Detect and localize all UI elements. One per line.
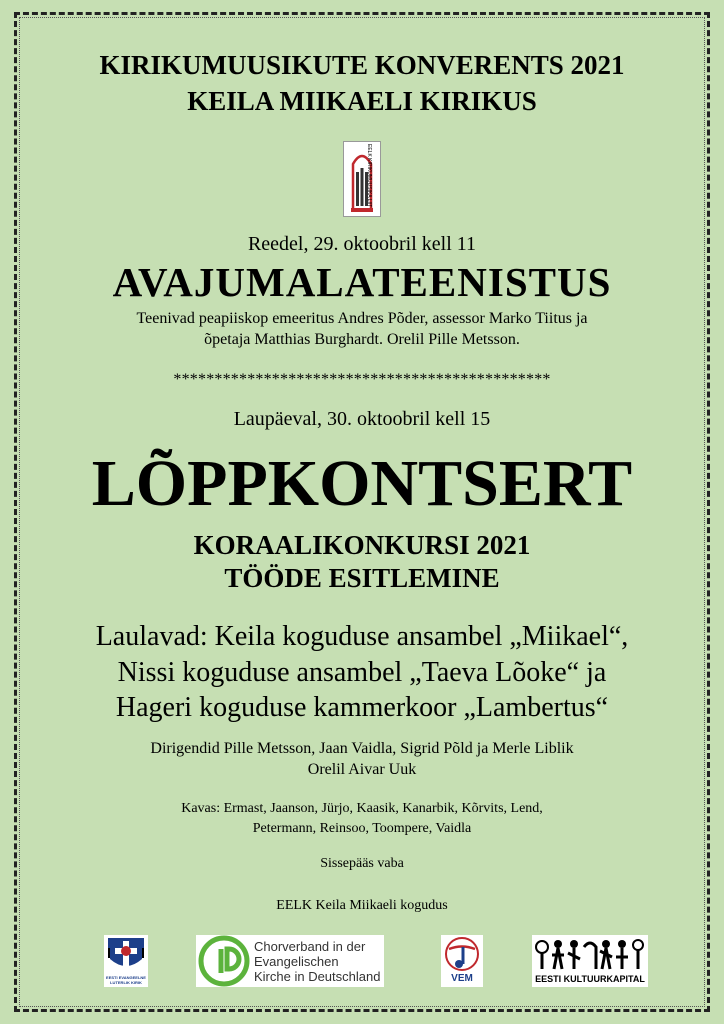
vem-logo xyxy=(441,935,483,987)
singers-line3: Hageri koguduse kammerkoor „Lambertus“ xyxy=(115,692,609,723)
conference-title: KIRIKUMUUSIKUTE KONVERENTS 2021 xyxy=(99,50,625,80)
conductors: Dirigendid Pille Metsson, Jaan Vaidla, Sigrid Põld ja Merle Liblik xyxy=(150,740,574,757)
chorverband-line3: Kirche in Deutschland xyxy=(254,969,381,984)
chorverband-line2: Evangelischen xyxy=(254,954,339,969)
organ-pipes-icon xyxy=(344,142,380,216)
cd-logo-icon xyxy=(198,935,250,987)
emblem-text: EELK KIRIKUMUUSIKA LIIT xyxy=(366,144,372,208)
singers-line1: Laulavad: Keila koguduse ansambel „Miikael“, xyxy=(95,621,629,652)
entry-free: Sissepääs vaba xyxy=(320,856,404,871)
friday-desc-line1: Teenivad peapiiskop emeeritus Andres Põder, assessor Marko Tiitus ja xyxy=(136,310,588,327)
separator: ********************************************** xyxy=(173,371,551,388)
kulkap-figures-icon xyxy=(532,935,648,975)
kulkap-text: EESTI KULTUURKAPITAL xyxy=(535,974,645,984)
program-line1: Kavas: Ermast, Jaanson, Jürjo, Kaasik, Kanarbik, Kõrvits, Lend, xyxy=(181,801,543,816)
concert-subtitle-line1: KORAALIKONKURSI 2021 xyxy=(193,530,531,560)
concert-subtitle-line2: TÖÖDE ESITLEMINE xyxy=(224,563,500,593)
emblem-logo xyxy=(343,141,381,217)
singers-line2: Nissi koguduse ansambel „Taeva Lõoke“ ja xyxy=(117,657,607,688)
eelk-text-line2: LUTERLIK KIRIK xyxy=(110,980,142,985)
chorverband-logo xyxy=(196,935,384,987)
eelk-logo xyxy=(104,935,148,987)
vem-text: VEM xyxy=(451,973,473,984)
kulkap-logo xyxy=(532,935,648,987)
organizer: EELK Keila Miikaeli kogudus xyxy=(276,898,448,913)
concert-title: LÕPPKONTSERT xyxy=(91,447,633,520)
friday-service-title: AVAJUMALATEENISTUS xyxy=(112,259,612,305)
saturday-date: Laupäeval, 30. oktoobril kell 15 xyxy=(233,408,491,430)
venue-title: KEILA MIIKAELI KIRIKUS xyxy=(187,86,537,116)
friday-desc-line2: õpetaja Matthias Burghardt. Orelil Pille Metsson. xyxy=(204,331,520,348)
vem-music-note-icon xyxy=(441,935,483,973)
eelk-text-line1: EESTI EVANGEELNE xyxy=(106,975,146,980)
organist: Orelil Aivar Uuk xyxy=(307,761,417,778)
program-line2: Petermann, Reinsoo, Toompere, Vaidla xyxy=(252,821,472,836)
chorverband-line1: Chorverband in der xyxy=(254,939,366,954)
eelk-cross-shield-icon xyxy=(104,935,148,975)
friday-date: Reedel, 29. oktoobril kell 11 xyxy=(247,233,477,255)
